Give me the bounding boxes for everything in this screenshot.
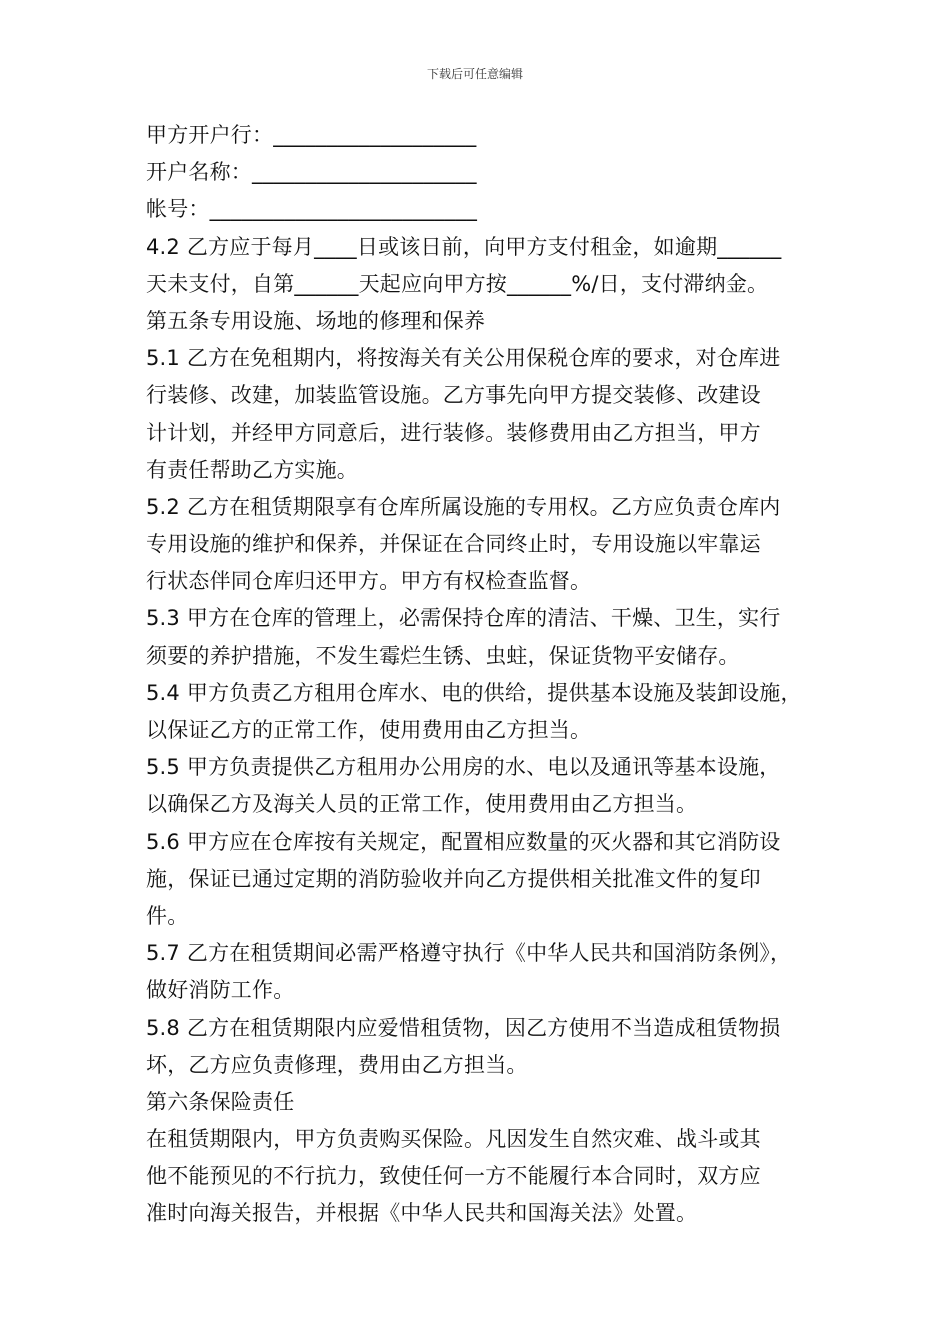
document-body <box>146 117 814 1233</box>
text-line: 5.5 甲方负责提供乙方租用办公用房的水、电以及通讯等基本设施， <box>146 755 781 780</box>
text-line: 以保证乙方的正常工作，使用费用由乙方担当。 <box>146 718 592 742</box>
text-line: 计计划，并经甲方同意后，进行装修。装修费用由乙方担当，甲方 <box>146 420 761 445</box>
text-line: 须要的养护措施，不发生霉烂生锈、虫蛀，保证货物平安储存。 <box>146 643 740 668</box>
text-line: 5.8 乙方在租赁期限内应爱惜租赁物，因乙方使用不当造成租赁物损 <box>146 1015 781 1040</box>
text-line: 以确保乙方及海关人员的正常工作，使用费用由乙方担当。 <box>146 792 698 817</box>
section-heading: 第五条专用设施、场地的修理和保养 <box>146 308 486 333</box>
text-line: 5.7 乙方在租赁期间必需严格遵守执行《中华人民共和国消防条例》， <box>146 941 792 966</box>
text-line: 施，保证已通过定期的消防验收并向乙方提供相关批准文件的复印 <box>146 866 761 891</box>
text-line: 准时向海关报告，并根据《中华人民共和国海关法》处置。 <box>146 1201 698 1226</box>
text-line: 行装修、改建，加装监管设施。乙方事先向甲方提交装修、改建设 <box>146 383 761 408</box>
section-heading: 第六条保险责任 <box>146 1089 295 1114</box>
text-line: 件。 <box>146 903 189 928</box>
text-line: 在租赁期限内，甲方负责购买保险。凡因发生自然灾难、战斗或其 <box>146 1127 761 1152</box>
text-line: 5.6 甲方应在仓库按有关规定，配置相应数量的灭火器和其它消防设 <box>146 829 781 854</box>
text-line: 5.2 乙方在租赁期限享有仓库所属设施的专用权。乙方应负责仓库内 <box>146 494 781 519</box>
text-line: 有责任帮助乙方实施。 <box>146 457 358 482</box>
page-header: 下载后可任意编辑 <box>426 67 523 81</box>
text-line: 他不能预见的不行抗力，致使任何一方不能履行本合同时，双方应 <box>146 1164 761 1189</box>
text-line: 5.1 乙方在免租期内，将按海关有关公用保税仓库的要求，对仓库进 <box>146 346 781 371</box>
text-line: 天未支付，自第______天起应向甲方按______%/日，支付滞纳金。 <box>146 271 769 296</box>
text-line: 甲方开户行：___________________ <box>146 123 477 147</box>
text-line: 坏，乙方应负责修理，费用由乙方担当。 <box>146 1052 528 1077</box>
text-line: 开户名称：_____________________ <box>146 160 477 185</box>
text-line: 做好消防工作。 <box>146 978 295 1003</box>
text-line: 帐号：_________________________ <box>146 197 478 222</box>
text-line: 专用设施的维护和保养，并保证在合同终止时，专用设施以牢靠运 <box>146 532 761 557</box>
text-line: 4.2 乙方应于每月____日或该日前，向甲方支付租金，如逾期______ <box>146 234 782 259</box>
text-line: 5.3 甲方在仓库的管理上，必需保持仓库的清洁、干燥、卫生，实行 <box>146 606 781 631</box>
text-line: 5.4 甲方负责乙方租用仓库水、电的供给，提供基本设施及装卸设施， <box>146 680 802 705</box>
text-line: 行状态伴同仓库归还甲方。甲方有权检查监督。 <box>146 569 592 594</box>
